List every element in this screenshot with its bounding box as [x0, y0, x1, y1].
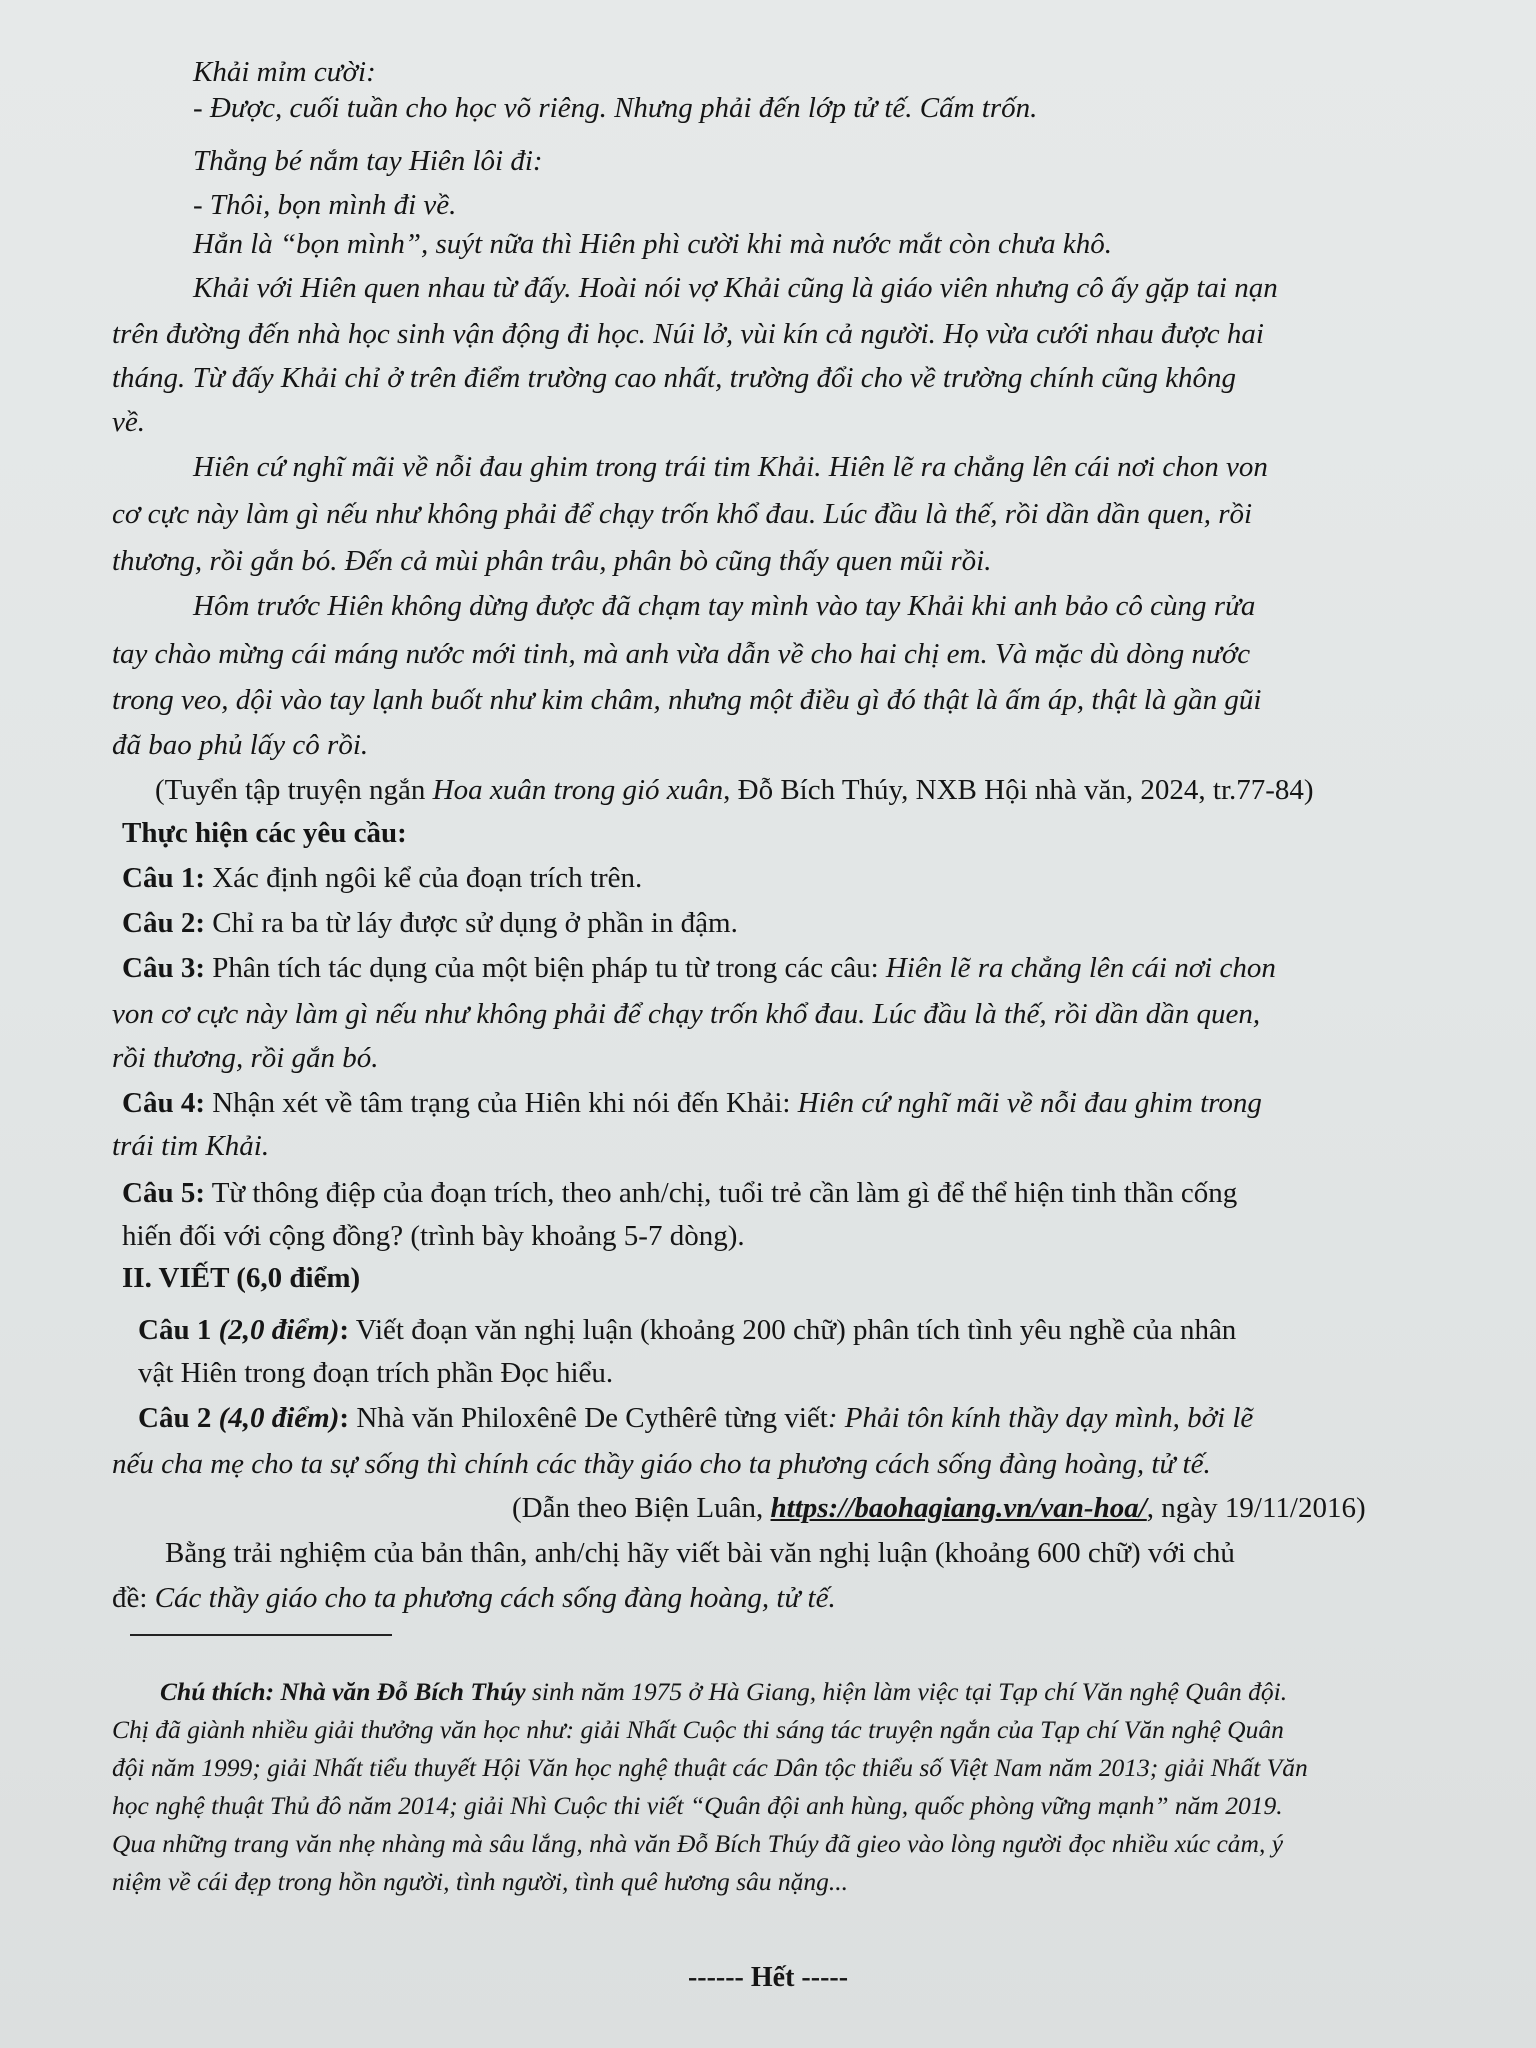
- end-marker: ------ Hết -----: [687, 1962, 849, 1993]
- story-paragraph-4-line: tay chào mừng cái máng nước mới tinh, mà anh vừa dẫn về cho hai chị em. Và mặc dù dòng nước: [112, 638, 1251, 670]
- question-2: Câu 2: Chỉ ra ba từ láy được sử dụng ở phần in đậm.: [122, 907, 738, 939]
- question-4-quote-line: trái tim Khải.: [112, 1130, 270, 1162]
- citation-link[interactable]: https://baohagiang.vn/van-hoa/: [770, 1492, 1147, 1524]
- tasks-heading: Thực hiện các yêu cầu:: [122, 817, 407, 849]
- writing-question-2: Câu 2 (4,0 điểm): Nhà văn Philoxênê De Cythêrê từng viết: Phải tôn kính thầy dạy mình, bởi lẽ: [138, 1402, 1254, 1434]
- writing-heading: II. VIẾT (6,0 điểm): [122, 1262, 361, 1294]
- story-line-4: - Thôi, bọn mình đi về.: [193, 189, 457, 221]
- story-line-1: Khải mỉm cười:: [193, 56, 376, 88]
- footnote-line: Qua những trang văn nhẹ nhàng mà sâu lắng, nhà văn Đỗ Bích Thúy đã gieo vào lòng người đọc nhiều xúc cảm, ý: [112, 1829, 1284, 1858]
- footnote-line: học nghệ thuật Thủ đô năm 2014; giải Nhì Cuộc thi viết “Quân đội anh hùng, quốc phòng vững mạnh” năm 2019.: [112, 1791, 1283, 1820]
- source-book-title: Hoa xuân trong gió xuân: [432, 774, 724, 806]
- footnote-line-1: Chú thích: Nhà văn Đỗ Bích Thúy sinh năm 1975 ở Hà Giang, hiện làm việc tại Tạp chí Văn nghệ Quân đội.: [160, 1677, 1288, 1706]
- source-citation: (Tuyển tập truyện ngắn Hoa xuân trong gió xuân, Đỗ Bích Thúy, NXB Hội nhà văn, 2024, tr.77-84): [155, 774, 1314, 806]
- writing-question-2-topic: đề: Các thầy giáo cho ta phương cách sống đàng hoàng, tử tế.: [112, 1582, 836, 1614]
- footnote-line: đội năm 1999; giải Nhất tiểu thuyết Hội Văn học nghệ thuật các Dân tộc thiểu số Việt Nam năm 2013; giải Nhất Văn: [112, 1753, 1308, 1782]
- story-paragraph-3-line: Hiên cứ nghĩ mãi về nỗi đau ghim trong trái tim Khải. Hiên lẽ ra chẳng lên cái nơi chon von: [193, 451, 1268, 483]
- footnote-line: niệm về cái đẹp trong hồn người, tình người, tình quê hương sâu nặng...: [112, 1867, 849, 1896]
- question-3-quote-line: von cơ cực này làm gì nếu như không phải để chạy trốn khổ đau. Lúc đầu là thế, rồi dần dần quen,: [112, 998, 1261, 1030]
- story-paragraph-4-line: trong veo, dội vào tay lạnh buốt như kim châm, nhưng một điều gì đó thật là ấm áp, thật là gần gũi: [112, 684, 1262, 716]
- footnote-line: Chị đã giành nhiều giải thưởng văn học như: giải Nhất Cuộc thi sáng tác truyện ngắn của Tạp chí Văn nghệ Quân: [112, 1715, 1284, 1744]
- story-paragraph-3-line: cơ cực này làm gì nếu như không phải để chạy trốn khổ đau. Lúc đầu là thế, rồi dần dần quen, rồi: [112, 498, 1253, 530]
- question-1: Câu 1: Xác định ngôi kể của đoạn trích trên.: [122, 862, 643, 894]
- story-paragraph-4-line: đã bao phủ lấy cô rồi.: [112, 729, 369, 761]
- story-line-5: Hẳn là “bọn mình”, suýt nữa thì Hiên phì cười khi mà nước mắt còn chưa khô.: [193, 228, 1113, 260]
- question-3-quote-line: rồi thương, rồi gắn bó.: [112, 1042, 379, 1074]
- writing-question-2-citation: (Dẫn theo Biện Luân, https://baohagiang.vn/van-hoa/, ngày 19/11/2016): [512, 1492, 1366, 1524]
- story-paragraph-2-line: Khải với Hiên quen nhau từ đấy. Hoài nói vợ Khải cũng là giáo viên nhưng cô ấy gặp tai nạn: [193, 272, 1278, 304]
- story-paragraph-3-line: thương, rồi gắn bó. Đến cả mùi phân trâu, phân bò cũng thấy quen mũi rồi.: [112, 545, 992, 577]
- question-5: Câu 5: Từ thông điệp của đoạn trích, theo anh/chị, tuổi trẻ cần làm gì để thể hiện tinh thần cống: [122, 1177, 1238, 1209]
- writing-question-1-line: vật Hiên trong đoạn trích phần Đọc hiểu.: [138, 1357, 614, 1389]
- story-line-3: Thằng bé nắm tay Hiên lôi đi:: [193, 145, 543, 177]
- story-paragraph-2-line: tháng. Từ đấy Khải chỉ ở trên điểm trường cao nhất, trường đổi cho về trường chính cũng không: [112, 362, 1236, 394]
- question-5-line: hiến đối với cộng đồng? (trình bày khoảng 5-7 dòng).: [122, 1220, 745, 1252]
- writing-question-2-prompt: Bằng trải nghiệm của bản thân, anh/chị hãy viết bài văn nghị luận (khoảng 600 chữ) với chủ: [165, 1537, 1235, 1569]
- story-line-2: - Được, cuối tuần cho học võ riêng. Nhưng phải đến lớp tử tế. Cấm trốn.: [193, 92, 1038, 124]
- question-3: Câu 3: Phân tích tác dụng của một biện pháp tu từ trong các câu: Hiên lẽ ra chẳng lên cái nơi chon: [122, 952, 1276, 984]
- writing-question-1: Câu 1 (2,0 điểm): Viết đoạn văn nghị luận (khoảng 200 chữ) phân tích tình yêu nghề của nhân: [138, 1314, 1237, 1346]
- footnote-divider: [130, 1634, 392, 1636]
- story-paragraph-2-line: về.: [112, 406, 145, 438]
- story-paragraph-4-line: Hôm trước Hiên không dừng được đã chạm tay mình vào tay Khải khi anh bảo cô cùng rửa: [193, 590, 1256, 622]
- writing-question-2-quote-line: nếu cha mẹ cho ta sự sống thì chính các thầy giáo cho ta phương cách sống đàng hoàng, tử tế.: [112, 1448, 1211, 1480]
- question-4: Câu 4: Nhận xét về tâm trạng của Hiên khi nói đến Khải: Hiên cứ nghĩ mãi về nỗi đau ghim trong: [122, 1087, 1262, 1119]
- story-paragraph-2-line: trên đường đến nhà học sinh vận động đi học. Núi lở, vùi kín cả người. Họ vừa cưới nhau được hai: [112, 318, 1264, 350]
